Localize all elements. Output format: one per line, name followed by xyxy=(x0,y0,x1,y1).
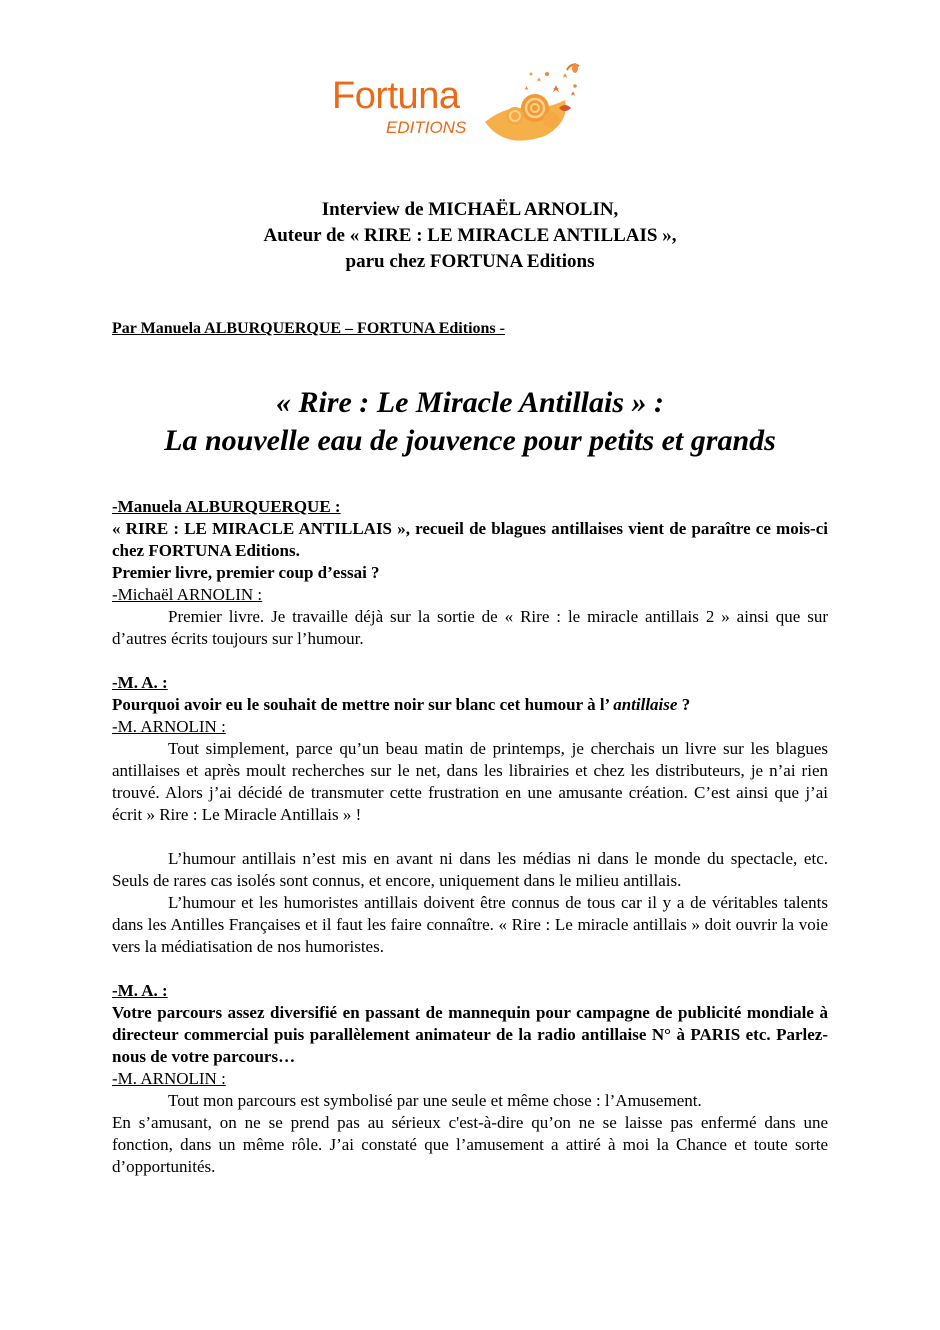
responder-label: -M. ARNOLIN : xyxy=(112,717,226,736)
question-text: « RIRE : LE MIRACLE ANTILLAIS », recueil de blagues antillaises vient de paraître ce mois-ci chez FORTUNA Editions. xyxy=(112,519,828,560)
cornucopia-icon xyxy=(475,60,585,150)
byline: Par Manuela ALBURQUERQUE – FORTUNA Editions - xyxy=(112,320,505,337)
question-text xyxy=(112,694,828,716)
question-emphasis: antillaise xyxy=(613,695,678,714)
question-text: Premier livre, premier coup d’essai ? xyxy=(112,563,380,582)
interview-body xyxy=(112,496,828,1178)
title-line-1: Interview de MICHAËL ARNOLIN, xyxy=(321,199,619,220)
responder-label: -M. ARNOLIN : xyxy=(112,1069,226,1088)
responder-label: -Michaël ARNOLIN : xyxy=(112,585,263,604)
answer-paragraph: Premier livre. Je travaille déjà sur la sortie de « Rire : le miracle antillais 2 » ainsi que sur d’autres écrits toujours sur l’humour. xyxy=(112,607,828,648)
question-text: Votre parcours assez diversifié en passant de mannequin pour campagne de publicité mondiale à directeur commercial puis parallèlement animateur de la radio antillaise N° à PARIS etc. Parlez-nous de votre parcours… xyxy=(112,1003,828,1066)
answer-paragraph: Tout simplement, parce qu’un beau matin de printemps, je cherchais un livre sur les blagues antillaises et après moult recherches sur le net, dans les librairies et chez les distributeurs, je n’ai rien trouvé. Alors j’ai décidé de transmuter cette frustration en une amusante création. C’est ainsi que j’ai écrit » Rire : Le Miracle Antillais » ! xyxy=(112,739,828,824)
title-line-2: Auteur de « RIRE : LE MIRACLE ANTILLAIS », xyxy=(263,225,677,246)
title-line-3: paru chez FORTUNA Editions xyxy=(345,251,595,272)
answer-paragraph: Tout mon parcours est symbolisé par une seule et même chose : l’Amusement. xyxy=(168,1091,702,1110)
question-text-end: ? xyxy=(677,695,691,714)
interview-title xyxy=(112,197,828,275)
logo-subtitle: EDITIONS xyxy=(386,118,467,137)
speaker-label: -M. A. : xyxy=(112,981,168,1000)
speaker-label: -Manuela ALBURQUERQUE : xyxy=(112,497,341,516)
speaker-label: -M. A. : xyxy=(112,673,168,692)
headline-line-2: La nouvelle eau de jouvence pour petits et grands xyxy=(164,424,776,457)
answer-paragraph: L’humour et les humoristes antillais doivent être connus de tous car il y a de véritables talents dans les Antilles Françaises et il faut les faire connaître. « Rire : Le miracle antillais » doit ouvrir la voie vers la médiatisation de nos humoristes. xyxy=(112,893,828,956)
answer-paragraph: En s’amusant, on ne se prend pas au sérieux c'est-à-dire qu’on ne se laisse pas enfermé dans une fonction, dans un même rôle. J’ai constaté que l’amusement a attiré à moi la Chance et toute sorte d’opportunités. xyxy=(112,1113,828,1176)
fortuna-logo xyxy=(330,60,590,150)
headline xyxy=(112,384,828,460)
question-text-start: Pourquoi avoir eu le souhait de mettre noir sur blanc cet humour à l’ xyxy=(112,695,614,714)
answer-paragraph: L’humour antillais n’est mis en avant ni dans les médias ni dans le monde du spectacle, etc. Seuls de rares cas isolés sont connus, et encore, uniquement dans le milieu antillais. xyxy=(112,849,828,890)
logo-brand: Fortuna xyxy=(332,75,460,117)
headline-line-1: « Rire : Le Miracle Antillais » : xyxy=(275,386,665,419)
